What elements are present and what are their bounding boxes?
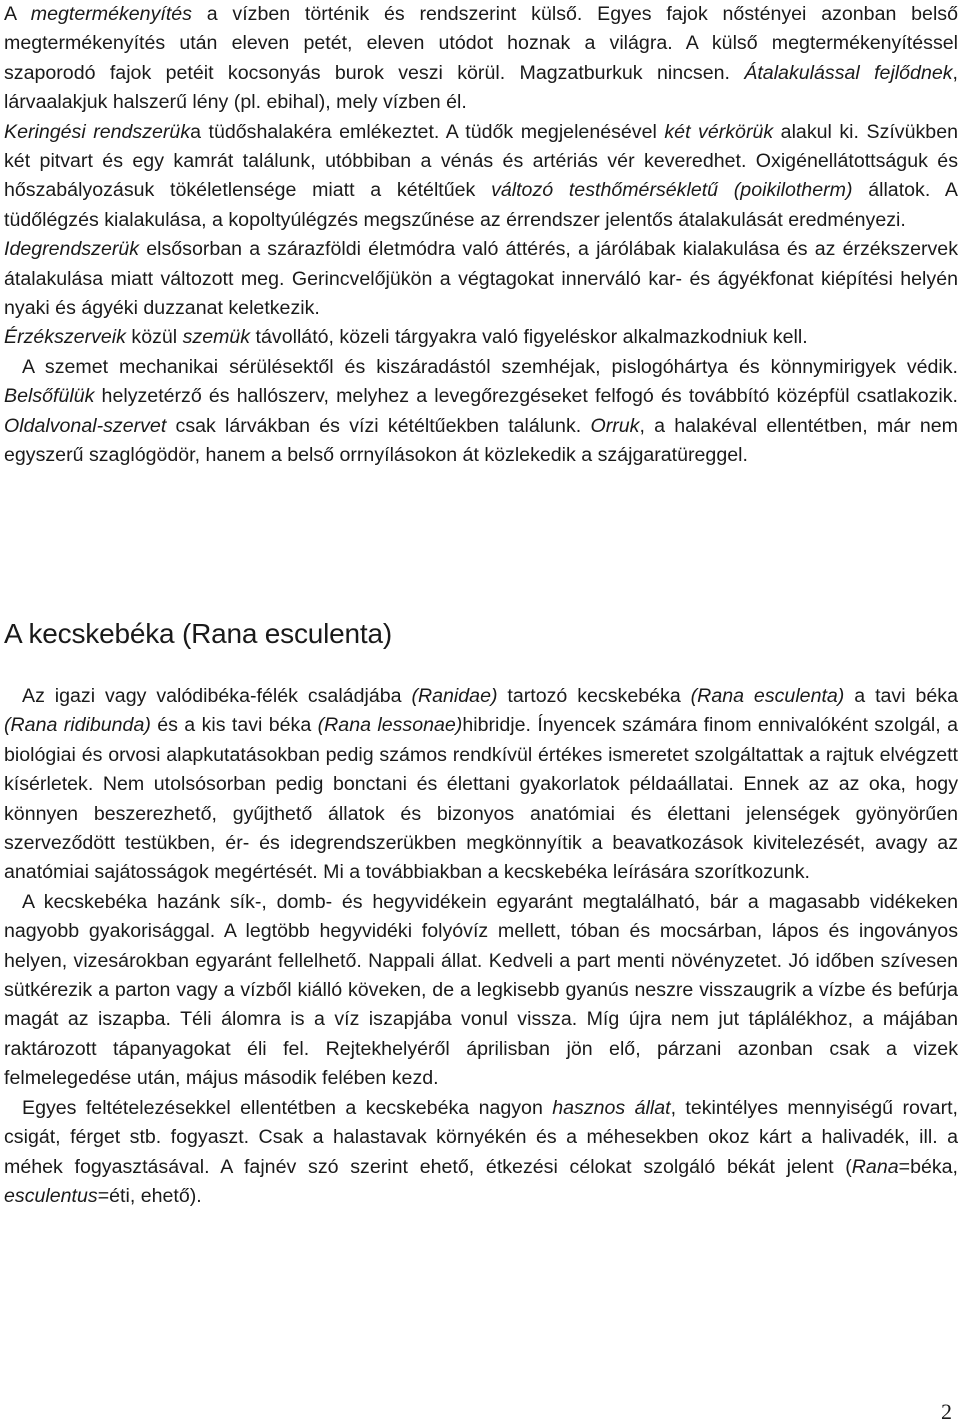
page-number: 2: [941, 1399, 952, 1424]
emphasized-term: (Rana esculenta): [690, 685, 845, 707]
text-run: a tüdőshalakéra emlékeztet. A tüdők megjelenésével: [190, 120, 665, 143]
emphasized-term: (Rana lessonae): [317, 714, 463, 737]
text-run: távollátó, közeli tárgyakra való figyeléskor alkalmazkodniuk kell.: [250, 326, 808, 349]
paragraph-frog-intro: [4, 682, 958, 888]
text-run: közül: [125, 326, 183, 349]
emphasized-term: Rana: [851, 1155, 899, 1178]
text-run: A: [4, 3, 31, 25]
text-run: helyzetérző és hallószerv, melyhez a levegőrezgéseket felfogó és továbbító középfül csatlakozik.: [94, 385, 958, 408]
section-heading: A kecskebéka (Rana esculenta): [4, 618, 392, 649]
paragraph-eye-ear-nose: [4, 353, 958, 471]
emphasized-term: Belsőfülük: [4, 385, 95, 408]
emphasized-term: Oldalvonal-szervet: [4, 414, 167, 437]
emphasized-term: szemük: [182, 326, 251, 349]
emphasized-term: esculentus: [4, 1184, 98, 1207]
paragraph-circulation: [4, 118, 958, 236]
text-run: =béka,: [898, 1155, 958, 1178]
text-run: Az igazi vagy valódibéka-félék családjába: [22, 685, 412, 707]
paragraph-frog-habitat: [4, 888, 958, 1094]
emphasized-term: Átalakulással fejlődnek: [744, 61, 953, 84]
text-run: hibridje. Ínyencek számára finom ennivalóként szolgál, a biológiai és orvosi alapkutatásokban pedig számos rendkívül értékes ismeretet szolgáltattak a rajtuk elvégzett kísérletek. Nem utolsósorban pedig bonctani és élettani gyakorlatok példaállatai. Ennek az az oka, hogy könnyen beszerezhető, gyűjthető állatok és bizonyos anatómiai és élettani jelenségek gyönyörűen szerveződött testükben, ér- és idegrendszerükben megkönnyítik a beavatkozások kivitelezését, avagy az anatómiai sajátosságok megértését. Mi a továbbiakban a kecskebéka leírására szorítkozunk.: [4, 714, 958, 884]
amphibian-physiology-section: [4, 0, 958, 471]
text-run: Egyes feltételezésekkel ellentétben a kecskebéka nagyon: [22, 1096, 553, 1119]
text-run: , a halakéval ellentétben, már nem egyszerű szaglógödör, hanem a belső orrnyílásokon át közlekedik a szájgaratüreggel.: [4, 414, 958, 467]
text-run: , tekintélyes mennyiségű rovart, csigát, férget stb. fogyaszt. Csak a halastavak környékén és a méhesekben okoz kárt a halivadék, ill. a méhek fogyasztásával. A fajnév szó szerint ehető, étkezési célokat szolgáló békát jelent (: [4, 1096, 958, 1178]
text-run: a vízben történik és rendszerint külső. Egyes fajok nőstényei azonban belső megtermékenyítés után eleven petét, eleven utódot hoznak a világra. A külső megtermékenyítéssel szaporodó fajok petéit kocsonyás burok veszi körül. Magzatburkuk nincsen.: [4, 3, 958, 84]
text-run: A szemet mechanikai sérülésektől és kiszáradástól szemhéjak, pislogóhártya és könnymirigyek védik.: [22, 355, 958, 378]
text-run: , lárvaalakjuk halszerű lény (pl. ebihal), mely vízben él.: [4, 61, 958, 114]
text-run: és a kis tavi béka: [150, 714, 318, 737]
paragraph-reproduction: [4, 0, 958, 118]
text-run: állatok. A tüdőlégzés kialakulása, a kopoltyúlégzés megszűnése az érrendszer jelentős átalakulását eredményezi.: [4, 179, 958, 231]
emphasized-term: megtermékenyítés: [30, 3, 192, 25]
text-run: alakul ki. Szívükben két pitvart és egy kamrát találunk, utóbbiban a vénás és artériás vér keveredhet. Oxigénellátottságuk és hőszabályozásuk tökéletlensége miatt a kétéltűek: [4, 120, 958, 202]
emphasized-term: (Ranidae): [411, 685, 498, 707]
text-run: a tavi béka: [844, 685, 958, 707]
paragraph-sense-organs: [4, 323, 958, 352]
text-run: A kecskebéka hazánk sík-, domb- és hegyvidékein egyaránt megtalálható, bár a magasabb vidékeken nagyobb gyakorisággal. A legtöbb hegyvidéki folyóvíz mellett, tóban és mocsárban, lápos és ingoványos helyen, vizesárokban egyaránt fellelhető. Nappali állat. Kedveli a part menti növényzetet. Jó időben szívesen sütkérezik a parton vagy a vízből kiálló köveken, de a legkisebb gyanús neszre visszaugrik a vízbe és befúrja magát az iszapba. Téli álomra is a víz iszapjába vonul vissza. Míg újra nem jut táplálékhoz, a májában raktározott tápanyagokat éli fel. Rejtekhelyéről áprilisban jön elő, párzani azonban csak a vizek felmelegedése után, május második felében kezd.: [4, 890, 958, 1090]
emphasized-term: Orruk: [590, 414, 640, 437]
emphasized-term: két vérkörük: [664, 120, 774, 143]
paragraph-frog-usefulness: [4, 1094, 958, 1212]
emphasized-term: Érzékszerveik: [4, 326, 126, 349]
emphasized-term: hasznos állat: [552, 1096, 671, 1119]
emphasized-term: (Rana ridibunda): [4, 714, 151, 737]
text-run: csak lárvákban és vízi kétéltűekben találunk.: [166, 414, 591, 437]
text-run: elsősorban a szárazföldi életmódra való áttérés, a járólábak kialakulása és az érzékszervek átalakulása miatt változott meg. Gerincvelőjükön a végtagokat innerváló kar- és ágyékfonat kiépítési helyén nyaki és ágyéki duzzanat keletkezik.: [4, 238, 958, 320]
paragraph-nervous-system: [4, 235, 958, 323]
text-run: =éti, ehető).: [97, 1184, 202, 1207]
text-run: tartozó kecskebéka: [497, 685, 691, 707]
emphasized-term: Keringési rendszerük: [4, 120, 191, 143]
emphasized-term: Idegrendszerük: [4, 238, 140, 261]
edible-frog-section: [4, 682, 958, 1211]
emphasized-term: változó testhőmérsékletű (poikilotherm): [491, 179, 853, 202]
